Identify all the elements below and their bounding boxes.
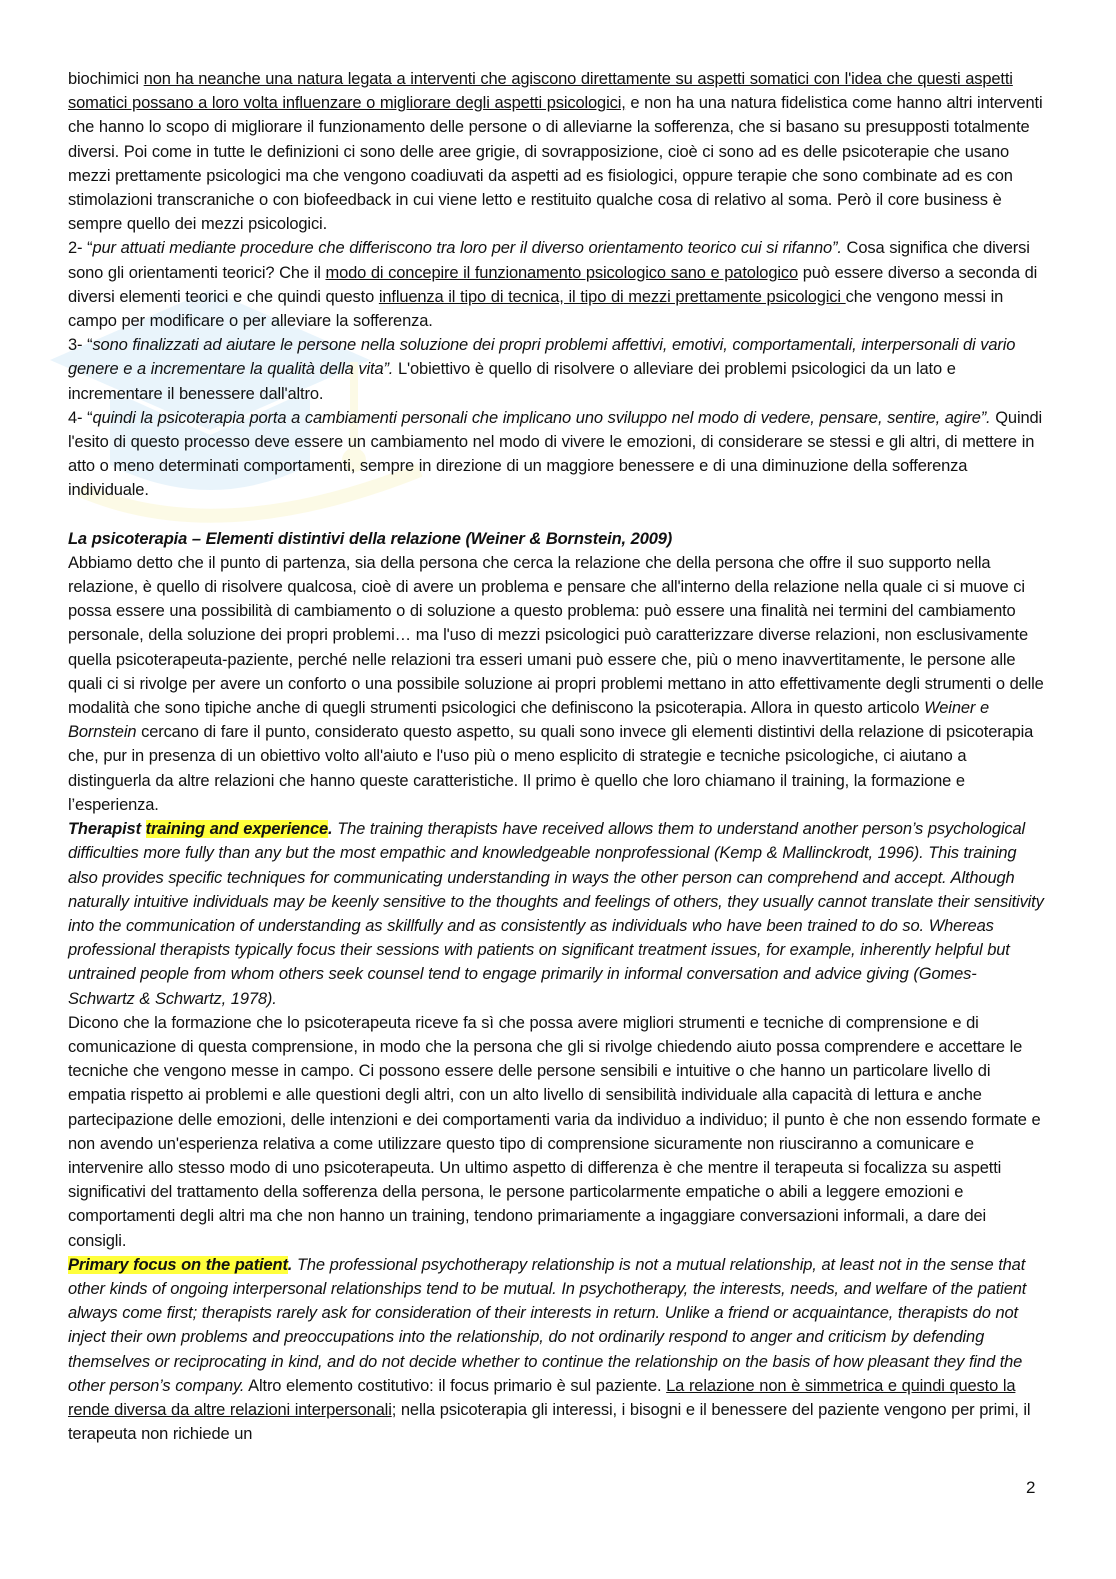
section-heading: La psicoterapia – Elementi distintivi della relazione (Weiner & Bornstein, 2009) [68,529,673,548]
paragraph-intro-continuation: biochimici non ha neanche una natura legata a interventi che agiscono direttamente su aspetti somatici con l'idea che questi aspetti somatici possano a loro volta influenzare o migliorare degli aspetti psicologici, e non ha una natura fidelistica come hanno altri interventi che hanno lo scopo di migliorare il funzionamento delle persone o di alleviarne la sofferenza, che si basano su presupposti totalmente diversi. Poi come in tutte le definizioni ci sono delle aree grigie, di sovrapposizione, cioè ci sono ad es delle psicoterapie che usano mezzi prettamente psicologici ma che vengono coadiuvati da aspetti ad es fisiologici, oppure terapie che sono combinate ad es con stimolazioni transcraniche o con biofeedback in cui viene letto e restituito qualche cosa di relativo al soma. Però il core business è sempre quello dei mezzi psicologici. [68,70,1043,234]
highlighted-term-training: training and experience [145,820,329,839]
paragraph-training-commentary: Dicono che la formazione che lo psicoterapeuta riceve fa sì che possa avere migliori strumenti e tecniche di comprensione e di comunicazione di questa comprensione, in modo che la persona che gli si rivolge chiedendo aiuto possa comprendere e accettare le tecniche che vengono messe in campo. Ci possono essere delle persone sensibili e intuitive o che hanno un particolare livello di empatia rispetto ai problemi e alle questioni degli altri, con un alto livello di sensibilità individuale alla capacità di lettura e anche partecipazione delle emozioni, delle intenzioni e dei comportamenti varia da individuo a individuo; il punto è che non essendo formate e non avendo un'esperienza relativa a come utilizzare questo tipo di comprensione sicuramente non riusciranno a comunicare e intervenire allo stesso modo di uno psicoterapeuta. Un ultimo aspetto di differenza è che mentre il terapeuta si focalizza su aspetti significativi del trattamento della sofferenza della persona, le persone particolarmente empatiche o abili a leggere emozioni e comportamenti degli altri ma che non hanno un training, tendono primariamente a ingaggiare conversazioni informali, a dare dei consigli. [68,1013,1041,1250]
page-number: 2 [1026,1478,1036,1497]
paragraph-point-3: 3- “sono finalizzati ad aiutare le persone nella soluzione dei propri problemi affettivi, emotivi, comportamentali, interpersonali di vario genere e a incrementare la qualità della vita”. L'obiettivo è quello di risolvere o alleviare dei problemi psicologici da un lato e incrementare il benessere dall'altro. [68,336,1016,403]
paragraph-point-4: 4- “quindi la psicoterapia porta a cambiamenti personali che implicano uno sviluppo nel modo di vedere, pensare, sentire, agire”. Quindi l'esito di questo processo deve essere un cambiamento nel modo di vivere le emozioni, di considerare se stessi e gli altri, di mettere in atto o meno determinati comportamenti, sempre in direzione di un maggiore benessere e di una diminuzione della sofferenza individuale. [68,408,1043,500]
paragraph-point-2: 2- “pur attuati mediante procedure che differiscono tra loro per il diverso orientamento teorico cui si rifanno”. Cosa significa che diversi sono gli orientamenti teorici? Che il modo di concepire il funzionamento psicologico sano e patologico può essere diverso a seconda di diversi elementi teorici e che quindi questo influenza il tipo di tecnica, il tipo di mezzi prettamente psicologici che vengono messi in campo per modificare o per alleviare la sofferenza. [68,239,1038,331]
paragraph-focus-patient: Primary focus on the patient. The professional psychotherapy relationship is not a mutual relationship, at least not in the sense that other kinds of ongoing interpersonal relationships tend to be mutual. In psychotherapy, the interests, needs, and welfare of the patient always come first; therapists rarely ask for consideration of their interests in return. Unlike a friend or acquaintance, therapists do not inject their own problems and preoccupations into the relationship, do not ordinarily respond to anger and criticism by defending themselves or reciprocating in kind, and do not decide whether to continue the relationship on the basis of how pleasant they find the other person’s company. Altro elemento costitutivo: il focus primario è sul paziente. La relazione non è simmetrica e quindi questo la rende diversa da altre relazioni interpersonali; nella psicoterapia gli interessi, i bisogni e il benessere del paziente vengono per primi, il terapeuta non richiede un [68,1255,1031,1444]
highlighted-term-focus: Primary focus on the patient [68,1255,288,1274]
paragraph-relationship-intro: Abbiamo detto che il punto di partenza, sia della persona che cerca la relazione che della persona che offre il suo supporto nella relazione, è quello di risolvere qualcosa, cioè di avere un problema e pensare che all'interno della relazione nella quale ci si muove ci possa essere una possibilità di cambiamento o di soluzione a questo problema: può essere una finalità nei termini del cambiamento personale, della soluzione dei propri problemi… ma l'uso di mezzi psicologici può caratterizzare diverse relazioni, non esclusivamente quella psicoterapeuta-paziente, perché nelle relazioni tra esseri umani può essere che, più o meno inavvertitamente, le persone alle quali ci si rivolge per avere un conforto o una possibile soluzione ai propri problemi mettano in atto effettivamente degli strumenti o delle modalità che sono tipiche anche di quegli strumenti psicologici che definiscono la psicoterapia. Allora in questo articolo Weiner e Bornstein cercano di fare il punto, considerato questo aspetto, su quali sono invece gli elementi distintivi della relazione di psicoterapia che, pur in presenza di un obiettivo volto all'aiuto e l'uso più o meno esplicito di strategie e tecniche psicologiche, ci aiutano a distinguerla da altre relazioni che hanno queste caratteristiche. Il primo è quello che loro chiamano il training, la formazione e l’esperienza. [68,553,1044,814]
paragraph-training-quote: Therapist training and experience. The training therapists have received allows them to understand another person’s psychological difficulties more fully than any but the most empathic and knowledgeable nonprofessional (Kemp & Mallinckrodt, 1996). This training also provides specific techniques for communicating understanding in ways the other person can comprehend and accept. Although naturally intuitive individuals may be keenly sensitive to the thoughts and feelings of others, they usually cannot translate their sensitivity into the communication of understanding as skillfully and as consistently as individuals who have been trained to do so. Whereas professional therapists typically focus their sessions with patients on significant treatment issues, for example, inherently helpful but untrained people from whom others seek counsel tend to engage primarily in informal conversation and advice giving (Gomes- Schwartz & Schwartz, 1978). [68,820,1044,1008]
page-content [68,67,1046,1446]
